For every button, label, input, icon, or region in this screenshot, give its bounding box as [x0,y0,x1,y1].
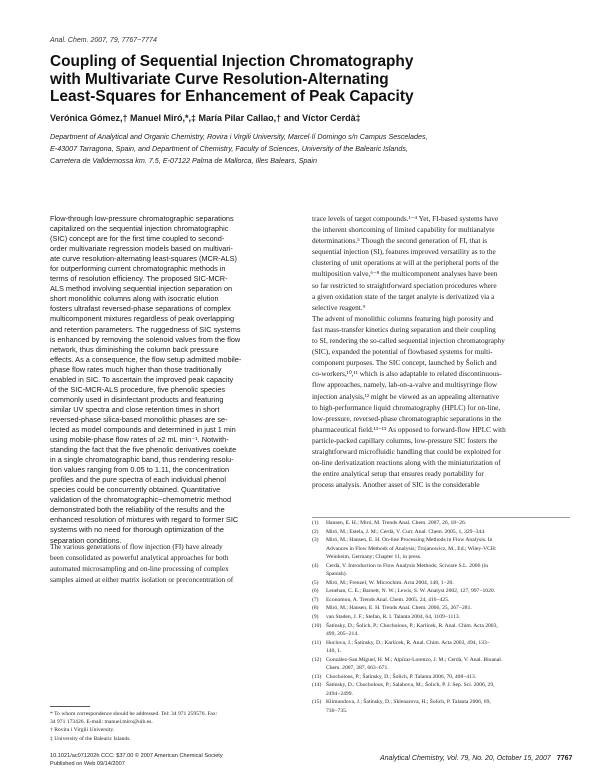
abstract-line: similar UV spectra and close retention times in short [50,404,220,414]
doi-line: 10.1021/ac071202h CCC: $37.00 © 2007 American Chemical Society [50,753,223,759]
affiliation-line: Department of Analytical and Organic Chemistry, Rovira i Virgili University, Marcel·lí Domingo s/n Campus Sescelades, [50,132,428,141]
reference-text: González-San Miguel, H. M.; Alpízar-Lorenzo, J. M.; Cerdà, V. Anal. Bioanal. [326,656,503,663]
reference-line [312,528,570,537]
reference-item [312,613,570,622]
title-line: Least-Squares for Enhancement of Peak Capacity [50,88,414,106]
body-line: co-workers,¹⁰,¹¹ which is also adaptable to related discontinuous- [312,369,502,379]
references-list [312,519,570,716]
reference-item [312,698,570,715]
reference-text: Hansen, E. H.; Miró, M. Trends Anal. Chem. 2007, 26, 18−26. [326,520,467,526]
affiliation-line: Carretera de Valldemossa km. 7.5, E-07122 Palma de Mallorca, Illes Balears, Spain [50,155,317,165]
abstract-line: validation of the chromatographic−chemometric method [50,495,232,505]
reference-item [312,639,570,656]
reference-item [312,681,570,698]
reference-item [312,673,570,682]
abstract-line: fosters ultrafast reversed-phase separations of complex [50,304,231,314]
body-line: been consolidated as powerful analytical approaches for both [50,553,229,563]
abstract-line: enabled in SIC. To ascertain the improved peak capacity [50,374,234,384]
body-line: The various generations of flow injection (FI) have already [50,542,223,551]
body-line: automated microsampling and on-line processing of complex [50,564,229,574]
reference-line [312,579,570,588]
reference-line [312,639,570,648]
reference-continuation: 140, 1. [326,648,342,655]
reference-number: (5) [312,579,319,586]
reference-number: (1) [312,520,319,526]
reference-item [312,656,570,673]
page-number: 7767 [556,755,573,762]
reference-continuation: Weinheim, Germany; Chapter 11, in press. [326,554,422,561]
abstract-line: demonstrated both the reliability of the results and the [50,505,225,515]
abstract-line: in a single chromatographic band, thus rendering resolu- [50,455,234,465]
body-line: process analysis. Another asset of SIC is the considerable [312,480,480,490]
reference-line [312,596,570,605]
body-line: selective reagent.⁹ [312,302,366,312]
body-line: to SI, rendering the so-called sequential injection chromatography [312,336,505,346]
footnote-line: * To whom correspondence should be addressed. Tel: 34 971 259576. Fax: [50,711,218,717]
abstract-line: and retention parameters. The ruggedness of SIC systems [50,324,241,334]
abstract-line: reversed-phase silica-based monolithic phases are se- [50,414,228,424]
reference-number: (4) [312,562,319,569]
abstract-line: of the SIC-MCR-ALS procedure, five phenolic species [50,384,226,394]
body-line: component purposes. The SIC concept, launched by Šolich and [312,358,497,368]
affiliation-line: E-43007 Tarragona, Spain, and Department of Chemistry, Faculty of Sciences, University of the Balearic Islands, [50,143,408,153]
footnote-line: ‡ University of the Balearic Islands. [50,735,131,742]
body-line: (SIC), expanded the potential of flowbased systems for multi- [312,347,493,357]
reference-text: Chocholous, P.; Šatínsky, D.; Šolich, P. Talanta 2006, 70, 408−413. [326,673,477,680]
published-line: Published on Web 09/14/2007 [50,760,125,767]
abstract-line: (SIC) concept are for the first time coupled to second- [50,234,225,244]
body-line: straightforward microfluidic handling that could be exploited for [312,446,502,456]
reference-continuation: 2494−2499. [326,690,353,697]
reference-line [312,656,570,665]
reference-number: (11) [312,639,322,646]
body-line: low-pressure, reversed-phase chromatographic separations in the [312,413,502,423]
reference-text: Klimundova, J.; Šatínsky, D.; Sklenarova, H.; Šolich, P. Talanta 2006, 69, [326,699,491,706]
abstract-line: for outperforming current chromatographic methods in [50,264,226,274]
reference-text: Miró, M.; Frenzel, W. Microchim. Acta 2004, 148, 1−20. [326,579,454,586]
abstract-line: short monolithic columns along with isocratic elution [50,294,219,304]
abstract-line: using mobile-phase flow rates of ≥2 mL min⁻¹. Notwith- [50,435,229,445]
abstract-line: profiles and the pure spectra of each individual phenol [50,475,226,485]
reference-number: (6) [312,588,319,595]
body-line: particle-packed capillary columns, low-pressure SIC fosters the [312,435,498,445]
reference-text: Šatínsky, D.; Šolich, P.; Chocholous, P.; Karlícek, R. Anal. Chim. Acta 2003, [326,622,498,629]
reference-line [312,587,570,596]
abstract-line: separation conditions. [50,535,122,545]
article-title [50,53,570,106]
abstract-line: network, thus diminishing the column back pressure [50,344,219,354]
reference-item [312,596,570,605]
reference-number: (13) [312,673,322,680]
reference-item [312,622,570,639]
reference-line [312,613,570,622]
reference-text: Miró, M.; Hansen, E. H. Trends Anal. Chem. 2006, 25, 267−281. [326,605,472,612]
reference-item [312,536,570,562]
journal-citation: Anal. Chem. 2007, 79, 7767−7774 [50,37,157,44]
body-line: pharmaceutical field.¹³⁻¹⁵ As opposed to forward-flow HPLC with [312,424,506,434]
body-line: clustering of unit operations at will at the peripheral ports of the [312,258,499,268]
reference-text: Miró, M.; Hansen, E. H. On-line Processing Methods in Flow Analysis. In [326,537,493,544]
body-line: trace levels of target compounds.¹⁻⁴ Yet, FI-based systems have [312,214,499,223]
title-line: with Multivariate Curve Resolution-Alternating [50,70,389,88]
body-line: determinations.⁵ Though the second generation of FI, that is [312,236,488,246]
reference-number: (2) [312,528,319,535]
body-line: the entire analytical setup that ensures ready portability for [312,469,484,479]
footnotes [50,710,300,743]
reference-number: (8) [312,605,319,612]
title-line: Coupling of Sequential Injection Chromatography [50,53,414,70]
right-column-text [312,213,570,490]
abstract-line: species could be concurrently obtained. Quantitative [50,485,221,495]
reference-number: (15) [312,699,322,706]
body-line: the inherent shortcoming of limited capability for multianalyte [312,225,495,235]
introduction-text [50,541,300,585]
abstract [50,214,295,546]
abstract-line: ALS method involving sequential injection separation on [50,284,233,294]
reference-item [312,562,570,579]
reference-number: (3) [312,537,319,544]
abstract-line: is enhanced by removing the solenoid valves from the flow [50,334,241,344]
reference-item [312,579,570,588]
abstract-line: phase flow rates much higher than those traditionally [50,364,222,374]
reference-text: Miró, M.; Estela, J. M.; Cerdà, V. Curr. Anal. Chem. 2005, 1, 329−344. [326,528,486,535]
abstract-line: standing the fact that the five phenolic derivatives coelute [50,445,237,455]
body-line: The advent of monolithic columns featuring high porosity and [312,313,494,323]
abstract-line: lected as model compounds and determined in just 1 min [50,424,236,434]
body-line: so far restricted to straightforward speciation procedures where [312,280,497,290]
body-line: a given oxidation state of the target analyte is derivatized via a [312,291,495,301]
abstract-line: multicomponent mixtures regardless of peak overlapping [50,314,235,324]
journal-footer [380,755,573,762]
reference-line [312,562,570,571]
body-line: fast mass-transfer kinetics during separation and their coupling [312,324,496,334]
reference-text: Lenehan, C. E.; Barnett, N. W.; Lewis, S. W. Analyst 2002, 127, 997−1020. [326,588,496,595]
reference-continuation: Spanish). [326,571,347,578]
references-divider [312,517,570,518]
reference-text: van Staden, J. F.; Stefan, R. I. Talanta 2004, 64, 1109−1113. [326,614,461,621]
reference-continuation: Chem. 2007, 387, 663−671. [326,665,389,672]
reference-line [312,536,570,545]
reference-continuation: 499, 205−214. [326,631,359,638]
body-line: multiposition valve,⁶⁻⁸ the multicomponent analyses have been [312,269,498,279]
abstract-line: enhanced resolution of mixtures with regard to former SIC [50,515,239,525]
publication-info [50,753,223,768]
author-list: Verónica Gómez,† Manuel Miró,*,‡ María Pilar Callao,† and Víctor Cerdà‡ [50,113,361,123]
reference-text: Cerdà, V. Introduction to Flow Analysis Methods; Sciware S.L. 2006 (in [326,562,489,569]
abstract-line: order multivariate regression models based on multivari- [50,244,233,254]
reference-number: (12) [312,656,322,663]
footnote-line: 34 971 173426. E-mail: manuel.miro@uib.es. [50,719,153,726]
body-line: sequential injection (SI), features improved versatility as to the [312,247,496,257]
reference-text: Economou, A. Trends Anal. Chem. 2005, 24, 416−425. [326,596,450,603]
reference-continuation: 730−735. [326,708,348,715]
abstract-line: systems with no need for thorough optimization of the [50,525,224,535]
reference-text: Šatínsky, D.; Chocholous, P.; Salabova, M.; Šolich, P. J. Sep. Sci. 2006, 29, [326,682,495,689]
body-line: on-line derivatization reactions along with the miniaturization of [312,458,501,468]
body-line: flow approaches, namely, lab-on-a-valve and multisyringe flow [312,380,498,390]
abstract-line: effects. As a consequence, the flow setup admitted mobile- [50,354,242,364]
abstract-line: capitalized on the sequential injection chromatographic [50,224,229,234]
body-line: injection analysis,¹² might be viewed as an appealing alternative [312,391,499,401]
reference-number: (14) [312,682,322,689]
reference-line [312,698,570,707]
reference-continuation: Advances in Flow Methods of Analysis; Trojanowicz, M., Ed.; Wiley-VCH: [326,545,497,552]
reference-number: (7) [312,596,319,603]
journal-issue: Analytical Chemistry, Vol. 79, No. 20, October 15, 2007 [380,755,551,762]
reference-number: (9) [312,614,319,621]
body-line: samples aimed at either matrix isolation or preconcentration of [50,575,234,585]
reference-item [312,604,570,613]
abstract-line: commonly used in disinfectant products and featuring [50,394,224,404]
abstract-line: tion values ranging from 0.05 to 1.11, the concentration [50,465,230,475]
abstract-line: Flow-through low-pressure chromatographic separations [50,214,234,223]
reference-number: (10) [312,622,322,629]
abstract-line: terms of resolution efficiency. The proposed SIC-MCR- [50,274,228,284]
affiliations [50,131,570,166]
reference-line [312,673,570,682]
reference-line [312,604,570,613]
reference-item [312,519,570,528]
reference-item [312,528,570,537]
footnote-divider [50,706,90,707]
footnote-line: † Rovira i Virgili University. [50,727,115,734]
reference-line [312,519,570,528]
reference-line [312,622,570,631]
reference-line [312,681,570,690]
reference-item [312,587,570,596]
abstract-line: ate curve resolution-alternating least-squares (MCR-ALS) [50,254,237,264]
reference-text: Huclova, J.; Šatínsky, D.; Karlícek, R. Anal. Chim. Acta 2003, 494, 133− [326,639,490,646]
body-line: to high-performance liquid chromatography (HPLC) for on-line, [312,402,501,412]
